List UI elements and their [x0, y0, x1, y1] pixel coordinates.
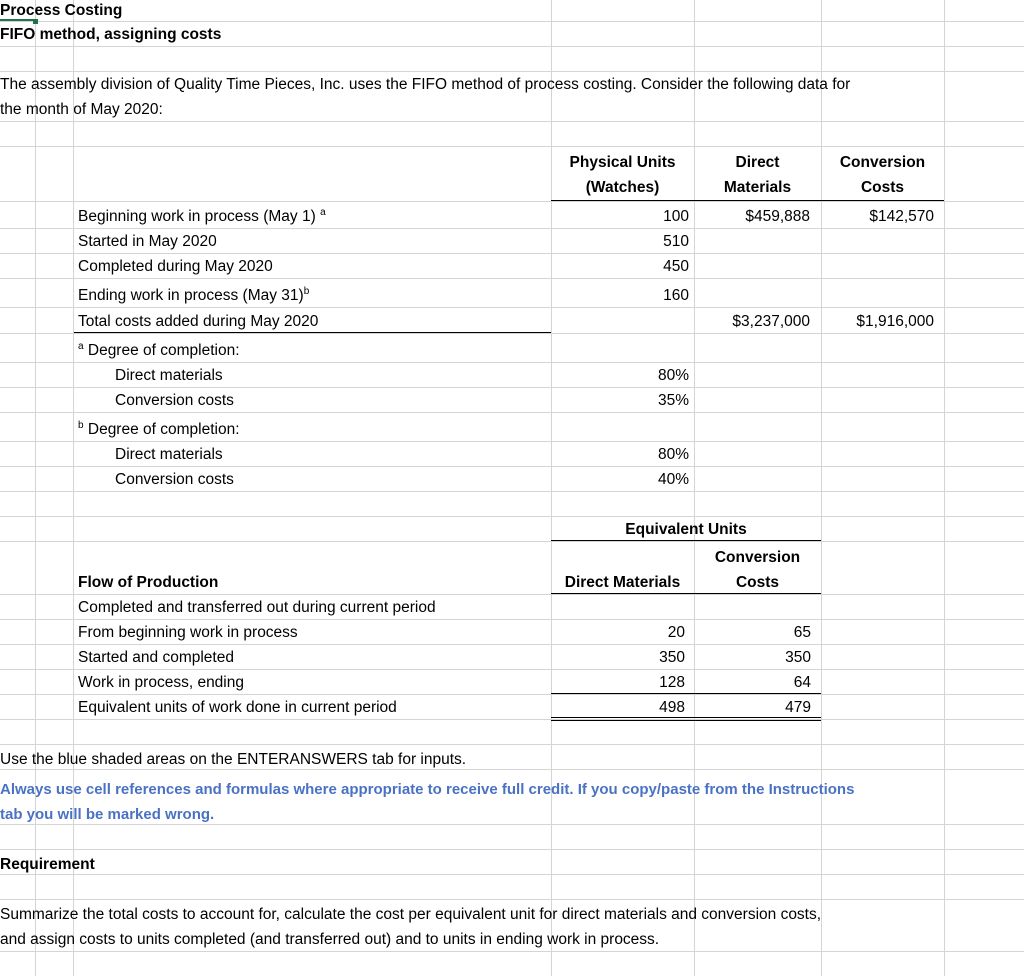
- equiv-row-label: From beginning work in process: [78, 624, 298, 641]
- gridline-row: [0, 769, 1024, 770]
- header-underline: [694, 200, 821, 201]
- equiv-cell-dm[interactable]: 350: [659, 649, 685, 666]
- gridline-row: [0, 619, 1024, 620]
- gridline-row: [0, 121, 1024, 122]
- gridline-row: [0, 71, 1024, 72]
- row-label: Total costs added during May 2020: [78, 313, 319, 330]
- footnote-item-value[interactable]: 35%: [657, 392, 689, 409]
- cell-dm[interactable]: $459,888: [745, 208, 810, 225]
- gridline-row: [0, 278, 1024, 279]
- cell-units[interactable]: 160: [663, 287, 689, 304]
- equiv-col-underline: [694, 593, 821, 594]
- equiv-cell-dm[interactable]: 498: [659, 699, 685, 716]
- gridline-row: [0, 669, 1024, 670]
- cell-units[interactable]: 100: [663, 208, 689, 225]
- gridline-row: [0, 694, 1024, 695]
- gridline-row: [0, 849, 1024, 850]
- equiv-row-label: Equivalent units of work done in current period: [78, 699, 397, 716]
- gridline-row: [0, 644, 1024, 645]
- gridline-row: [0, 719, 1024, 720]
- gridline-row: [0, 146, 1024, 147]
- equiv-cell-dm[interactable]: 20: [667, 624, 685, 641]
- equiv-cell-cc[interactable]: 65: [793, 624, 811, 641]
- equiv-row-label: Started and completed: [78, 649, 234, 666]
- row-label: Beginning work in process (May 1) $^a$: [78, 206, 326, 225]
- warning-text: tab you will be marked wrong.: [0, 806, 215, 823]
- gridline-row: [0, 412, 1024, 413]
- equiv-cell-dm[interactable]: 128: [659, 674, 685, 691]
- requirement-text: and assign costs to units completed (and transferred out) and to units in ending work in process.: [0, 931, 660, 948]
- row-label: Started in May 2020: [78, 233, 217, 250]
- gridline-row: [0, 899, 1024, 900]
- cell-units[interactable]: 510: [663, 233, 689, 250]
- header-underline: [821, 200, 944, 201]
- equiv-cell-cc[interactable]: 64: [793, 674, 811, 691]
- cell-cc[interactable]: $142,570: [869, 208, 934, 225]
- footnote-item-value[interactable]: 80%: [657, 367, 689, 384]
- instruction-text: Use the blue shaded areas on the ENTERANSWERS tab for inputs.: [0, 751, 467, 768]
- equiv-header-cc: Conversion: [714, 549, 801, 566]
- footnote-item-label: Direct materials: [115, 446, 223, 463]
- gridline-row: [0, 516, 1024, 517]
- gridline-row: [0, 441, 1024, 442]
- sheet-title: Process Costing: [0, 2, 123, 19]
- equiv-subtotal-line: [551, 693, 821, 694]
- equiv-total-double-line: [551, 720, 821, 721]
- equiv-cell-cc[interactable]: 350: [785, 649, 811, 666]
- header-physical-units: Physical Units: [569, 154, 676, 171]
- header-underline: [551, 200, 694, 201]
- gridline-row: [0, 228, 1024, 229]
- gridline-row: [0, 491, 1024, 492]
- gridline-row: [0, 824, 1024, 825]
- equiv-row-label: Work in process, ending: [78, 674, 244, 691]
- cell-units[interactable]: 450: [663, 258, 689, 275]
- gridline-row: [0, 21, 1024, 22]
- cell-dm[interactable]: $3,237,000: [732, 313, 810, 330]
- sheet-subtitle: FIFO method, assigning costs: [0, 26, 222, 43]
- row-label: Completed during May 2020: [78, 258, 273, 275]
- intro-text: the month of May 2020:: [0, 101, 163, 118]
- equiv-units-header: Equivalent Units: [625, 521, 747, 538]
- flow-of-production-label: Flow of Production: [78, 574, 219, 591]
- equiv-header-dm: Direct Materials: [564, 574, 681, 591]
- equiv-subheading: Completed and transferred out during current period: [78, 599, 436, 616]
- requirement-heading: Requirement: [0, 856, 95, 873]
- gridline-row: [0, 541, 1024, 542]
- header-direct-materials: Direct: [735, 154, 780, 171]
- equiv-cell-cc[interactable]: 479: [785, 699, 811, 716]
- gridline-row: [0, 307, 1024, 308]
- gridline-row: [0, 201, 1024, 202]
- gridline-row: [0, 466, 1024, 467]
- footnote-a-title: $^a$ Degree of completion:: [78, 340, 240, 359]
- gridline-row: [0, 744, 1024, 745]
- equiv-col-underline: [551, 593, 694, 594]
- footnote-item-label: Conversion costs: [115, 392, 234, 409]
- footnote-item-label: Direct materials: [115, 367, 223, 384]
- row-label: Ending work in process (May 31)$^b$: [78, 285, 310, 304]
- equiv-total-double-line: [551, 717, 821, 718]
- gridline-row: [0, 951, 1024, 952]
- cell-cc[interactable]: $1,916,000: [856, 313, 934, 330]
- footnote-b-title: $^b$ Degree of completion:: [78, 419, 240, 438]
- footnote-item-value[interactable]: 80%: [657, 446, 689, 463]
- footnote-item-value[interactable]: 40%: [657, 471, 689, 488]
- total-underline: [74, 332, 551, 333]
- intro-text: The assembly division of Quality Time Pieces, Inc. uses the FIFO method of process costing. Consider the following data for: [0, 76, 851, 93]
- gridline-row: [0, 387, 1024, 388]
- footnote-item-label: Conversion costs: [115, 471, 234, 488]
- gridline-row: [0, 333, 1024, 334]
- equiv-header-cc: Costs: [735, 574, 780, 591]
- header-physical-units: (Watches): [585, 179, 660, 196]
- gridline-row: [0, 253, 1024, 254]
- warning-text: Always use cell references and formulas where appropriate to receive full credit. If you copy/paste from the Instructions: [0, 781, 855, 798]
- gridline-row: [0, 594, 1024, 595]
- gridline-row: [0, 46, 1024, 47]
- requirement-text: Summarize the total costs to account for, calculate the cost per equivalent unit for direct materials and conversion costs,: [0, 906, 822, 923]
- header-conversion-costs: Conversion: [839, 154, 926, 171]
- gridline-row: [0, 362, 1024, 363]
- gridline-row: [0, 874, 1024, 875]
- equiv-header-underline: [551, 540, 821, 541]
- header-direct-materials: Materials: [723, 179, 792, 196]
- header-conversion-costs: Costs: [860, 179, 905, 196]
